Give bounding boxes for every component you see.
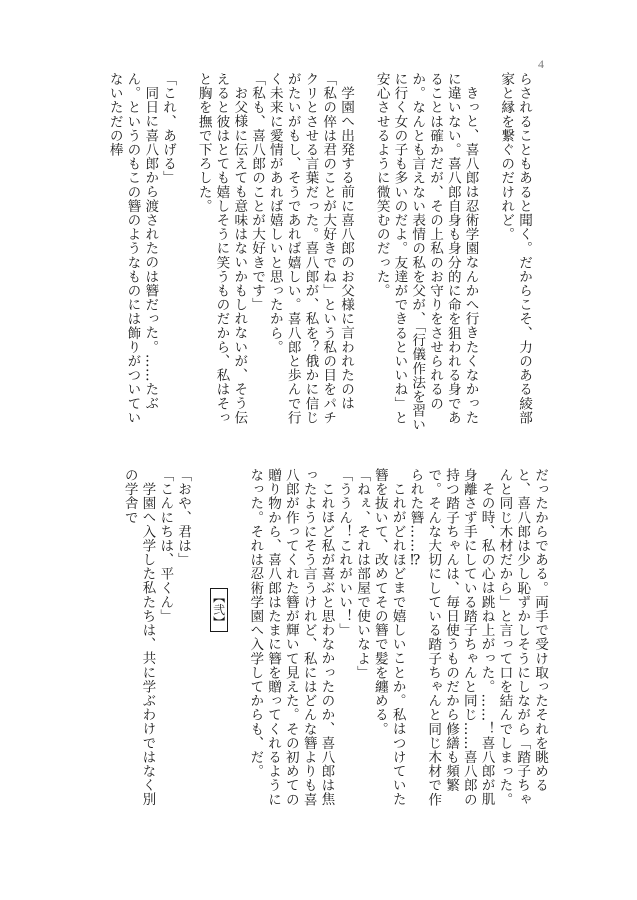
- dialogue-l4: 「ううん！これがいい！」: [336, 468, 353, 638]
- dialogue-l9: 「おや、君は」: [175, 468, 192, 567]
- paragraph-l11: 学園へ入学した私たちは、共に学ぶわけではなく別の学舎で: [121, 468, 156, 806]
- paragraph-l2: これがどれほどまで嬉しいことか。私はつけていた簪を抜いて、改めてその簪で髪を纏める。: [371, 468, 406, 806]
- paragraph-l0: だったからである。両手で受け取ったそれを眺めると、喜八郎は少し恥ずかしそうにしながら「踏子ちゃんと同じ木材だから」と言って口を結んでしまった。: [496, 468, 548, 807]
- page-number: 4: [538, 57, 544, 71]
- blank-line-u7: [176, 72, 194, 434]
- paragraph-l1: その時、私の心は跳ね上がった。……！喜八郎が肌身離さず手にしている踏子ちゃんと同じ……喜八郎の持つ踏子ちゃんは、毎日使うものだから修繕も頻繁で。そんな大切にしている踏子ちゃんと同じ木材で作られた簪……⁉: [407, 468, 495, 807]
- paragraph-u9: 同日に喜八郎から渡されたのは簪だった。……たぶん。というのもこの簪のようなものには飾りがついていないただの棒: [106, 72, 159, 425]
- dialogue-u8: 「これ、あげる」: [160, 72, 177, 185]
- paragraph-u4: 学園へ出発する前に喜八郎のお父様に言われたのは「私の倅は君のことが大好きでね」という私の目をパチクリとさせる言葉だった。喜八郎が、私を？俄かに信じがたいがもし、そうであれば嬉しい。喜八郎と歩んで行く未来に愛情があれば嬉しいと思ったから。: [266, 72, 355, 425]
- blank-line-u1: [479, 72, 497, 434]
- paragraph-l5: これほど私が喜ぶと思わなかったのか、喜八郎は焦ったようにそう言うけれど、私にはどんな簪よりも喜八郎が作ってくれた簪が輝いて見えた。その初めての贈り物から、喜八郎はたまに簪を贈ってくれるようになった。それは忍術学園へ入学してからも、だ。: [247, 468, 335, 807]
- lower-text-column: [112, 468, 548, 816]
- blank-line-l8: [191, 468, 209, 816]
- blank-line-u3: [354, 72, 372, 434]
- section-heading: 【弐】: [210, 588, 228, 632]
- paragraph-u2: きっと、喜八郎は忍術学園なんかへ行きたくなかったに違いない。喜八郎自身も身分的に命を狙われる身であることは確かだが、その上私のお守りをさせられるのか。なんとも言えない表情の私を父が、「行儀作法を習いに行く女の子も多いのだよ。友達ができるといいね」と安心させるように微笑むのだった。: [373, 72, 479, 432]
- blank-line-l6: [228, 468, 246, 816]
- paragraph-u6: お父様に伝えても意味はないかもしれないが、そう伝えると彼はとても嬉しそうに笑うものだから、私はそっと胸を撫で下ろした。: [195, 72, 248, 425]
- upper-text-column: [106, 72, 532, 434]
- dialogue-u5: 「私も、喜八郎のことが大好きです」: [249, 72, 266, 312]
- section-heading-row: [209, 468, 228, 816]
- dialogue-l10: 「こんにちは、平くん」: [157, 468, 174, 624]
- paragraph-u0: らされることもあると聞く。だからこそ、力のある綾部家と縁を繋ぐのだけれど。: [498, 72, 532, 425]
- dialogue-l3: 「ねぇ、それは部屋で使いなよ」: [354, 468, 371, 680]
